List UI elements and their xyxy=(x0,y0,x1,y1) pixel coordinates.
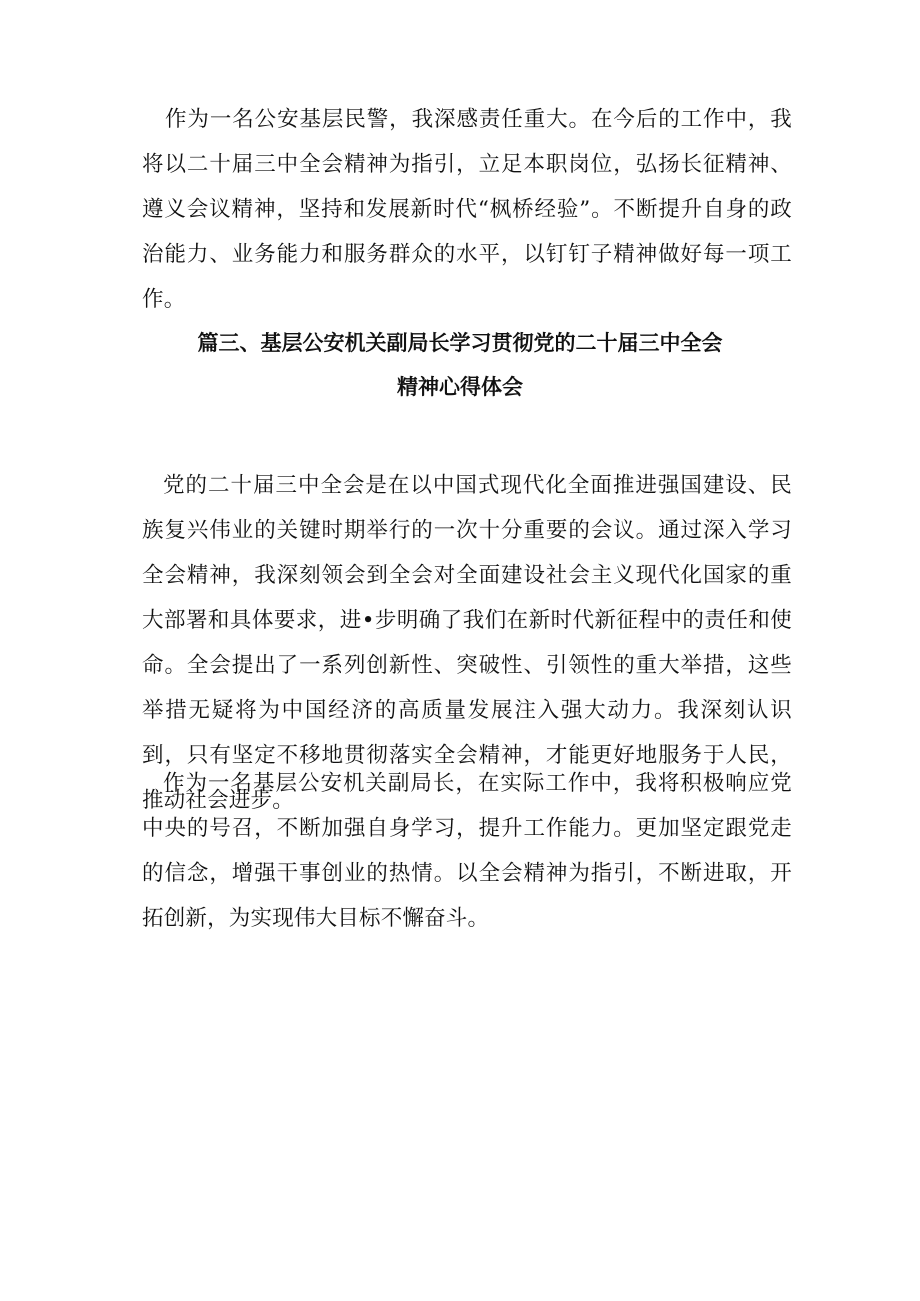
paragraph-plenum-significance: 党的二十届三中全会是在以中国式现代化全面推进强国建设、民族复兴伟业的关键时期举行的一次十分重要的会议。通过深入学习全会精神，我深刻领会到全会对全面建设社会主义现代化国家的重大部署和具体要求，进•步明确了我们在新时代新征程中的责任和使命。全会提出了一系列创新性、突破性、引领性的重大举措，这些举措无疑将为中国经济的高质量发展注入强大动力。我深刻认识到，只有坚定不移地贯彻落实全会精神，才能更好地服务于人民，推动社会进步。 xyxy=(142,473,792,813)
paragraph-deputy-director-commitment: 作为一名基层公安机关副局长，在实际工作中，我将积极响应党中央的号召，不断加强自身学习，提升工作能力。更加坚定跟党走的信念，增强干事创业的热情。以全会精神为指引，不断进取，开拓创新，为实现伟大目标不懈奋斗。 xyxy=(142,771,792,931)
paragraph-civil-police-commitment: 作为一名公安基层民警，我深感责任重大。在今后的工作中，我将以二十届三中全会精神为指引，立足本职岗位，弘扬长征精神、遵义会议精神，坚持和发展新时代“枫桥经验”。不断提升自身的政治能力、业务能力和服务群众的水平，以钉钉子精神做好每一项工作。 xyxy=(142,107,792,312)
section-heading-line-1: 篇三、基层公安机关副局长学习贯彻党的二十届三中全会 xyxy=(197,331,723,355)
section-heading-line-2: 精神心得体会 xyxy=(397,375,523,399)
